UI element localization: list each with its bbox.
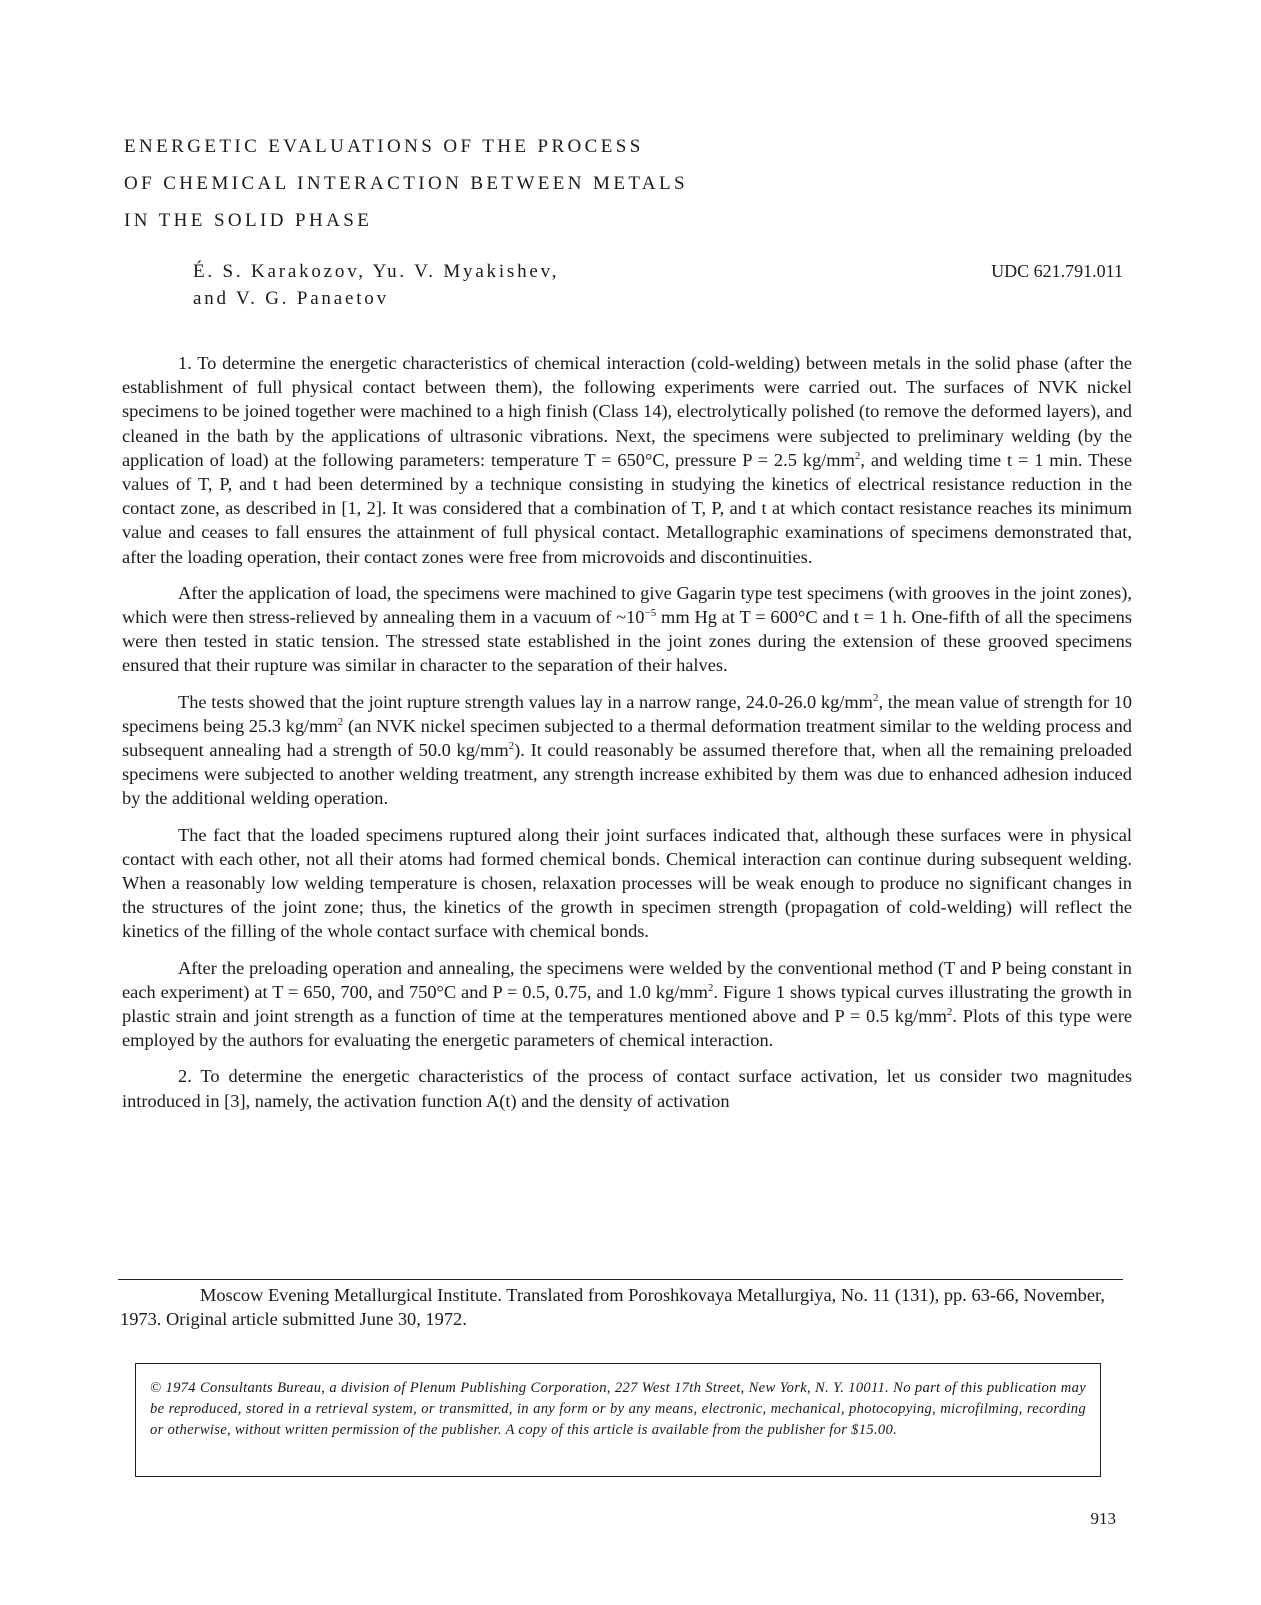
paragraph-6: 2. To determine the energetic characteristics of the process of contact surface activation, let us consider two magnitudes introduced in [3], namely, the activation function A(t) and the density of activation: [122, 1066, 1132, 1111]
paragraph-3-sup-2: 2: [337, 715, 344, 728]
paragraph-2-text-a: After the application of load, the specimens were machined to give Gagarin type test specimens (with grooves in the joint zones), which were then stress-relieved by annealing them in a vacuum of ~10: [122, 582, 1132, 628]
paragraph-5: [122, 956, 1132, 1053]
copyright-text: © 1974 Consultants Bureau, a division of Plenum Publishing Corporation, 227 West 17th Street, New York, N. Y. 10011. No part of this publication may be reproduced, stored in a retrieval system, or transmitted, in any form or by any means, electronic, mechanical, photocopying, microfilming, recording or otherwise, without written permission of the publisher. A copy of this article is available from the publisher for $15.00.: [150, 1380, 1086, 1438]
title-line-3: IN THE SOLID PHASE: [124, 210, 373, 231]
paragraph-1: [122, 351, 1132, 569]
author-list: [193, 258, 559, 312]
paragraph-1-text-b: , and welding time t = 1 min. These values of T, P, and t had been determined by a technique consisting in studying the kinetics of electrical resistance reduction in the contact zone, as described in [1, 2]. It was considered that a combination of T, P, and t at which contact resistance reaches its minimum value and ceases to fall ensures the attainment of full physical contact. Metallographic examinations of specimens demonstrated that, after the loading operation, their contact zones were free from microvoids and discontinuities.: [122, 449, 1132, 567]
title-line-2: OF CHEMICAL INTERACTION BETWEEN METALS: [124, 173, 688, 194]
paragraph-3-text-d: ). It could reasonably be assumed therefore that, when all the remaining preloaded specimens were subjected to another welding treatment, any strength increase exhibited by them was due to enhanced adhesion induced by the additional welding operation.: [122, 740, 1132, 809]
paragraph-1-sup-1: 2: [854, 449, 861, 462]
title-line-1: ENERGETIC EVALUATIONS OF THE PROCESS: [124, 136, 644, 157]
footnote: Moscow Evening Metallurgical Institute. Translated from Poroshkovaya Metallurgiya, No. 11 (131), pp. 63-66, November, 1973. Original article submitted June 30, 1972.: [120, 1285, 1106, 1329]
footnote-divider: [118, 1279, 1123, 1280]
paragraph-2-text-b: mm Hg at T = 600°C and t = 1 h. One-fifth of all the specimens were then tested in static tension. The stressed state established in the joint zones during the extension of these grooved specimens ensured that their rupture was similar in character to the separation of their halves.: [122, 607, 1132, 676]
authors-line-1: É. S. Karakozov, Yu. V. Myakishev,: [193, 261, 560, 282]
paragraph-5-text-a: After the preloading operation and annealing, the specimens were welded by the conventional method (T and P being constant in each experiment) at T = 650, 700, and 750°C and P = 0.5, 0.75, and 1.0 kg/mm: [122, 957, 1132, 1002]
udc-code: UDC 621.791.011: [991, 261, 1123, 281]
article-body: [122, 351, 1132, 1125]
paragraph-2: [122, 581, 1132, 678]
article-title: [124, 128, 924, 239]
paragraph-5-text-b: . Figure 1 shows typical curves illustrating the growth in plastic strain and joint strength as a function of time at the temperatures mentioned above and P = 0.5 kg/mm: [122, 981, 1133, 1027]
paragraph-5-sup-2: 2: [946, 1005, 953, 1018]
paragraph-3-text-c: (an NVK nickel specimen subjected to a thermal deformation treatment similar to the welding process and subsequent annealing had a strength of 50.0 kg/mm: [122, 715, 1132, 761]
copyright-notice: [135, 1363, 1101, 1477]
paragraph-1-text-a: 1. To determine the energetic characteristics of chemical interaction (cold-welding) between metals in the solid phase (after the establishment of full physical contact between them), the following experiments were carried out. The surfaces of NVK nickel specimens to be joined together were machined to a high finish (Class 14), electrolytically polished (to remove the deformed layers), and cleaned in the bath by the applications of ultrasonic vibrations. Next, the specimens were subjected to preliminary welding (by the application of load) at the following parameters: temperature T = 650°C, pressure P = 2.5 kg/mm: [122, 353, 1132, 470]
paragraph-2-sup-1: −5: [644, 606, 657, 619]
paragraph-3-text-b: , the mean value of strength for 10 specimens being 25.3 kg/mm: [122, 691, 1132, 736]
authors-line-2: and V. G. Panaetov: [193, 288, 389, 309]
paragraph-5-text-c: . Plots of this type were employed by the authors for evaluating the energetic parameters of chemical interaction.: [122, 1006, 1132, 1051]
page-number: 913: [1090, 1509, 1116, 1528]
paragraph-5-sup-1: 2: [707, 981, 714, 994]
paragraph-3-sup-3: 2: [508, 739, 515, 752]
paragraph-3-text-a: The tests showed that the joint rupture strength values lay in a narrow range, 24.0-26.0 kg/mm: [178, 691, 873, 712]
paragraph-3-sup-1: 2: [873, 691, 879, 704]
paragraph-4: The fact that the loaded specimens ruptured along their joint surfaces indicated that, although these surfaces were in physical contact with each other, not all their atoms had formed chemical bonds. Chemical interaction can continue during subsequent welding. When a reasonably low welding temperature is chosen, relaxation processes will be weak enough to produce no significant changes in the structures of the joint zone; thus, the kinetics of the growth in specimen strength (propagation of cold-welding) will reflect the kinetics of the filling of the whole contact surface with chemical bonds.: [122, 824, 1132, 942]
paragraph-3: [122, 690, 1132, 811]
